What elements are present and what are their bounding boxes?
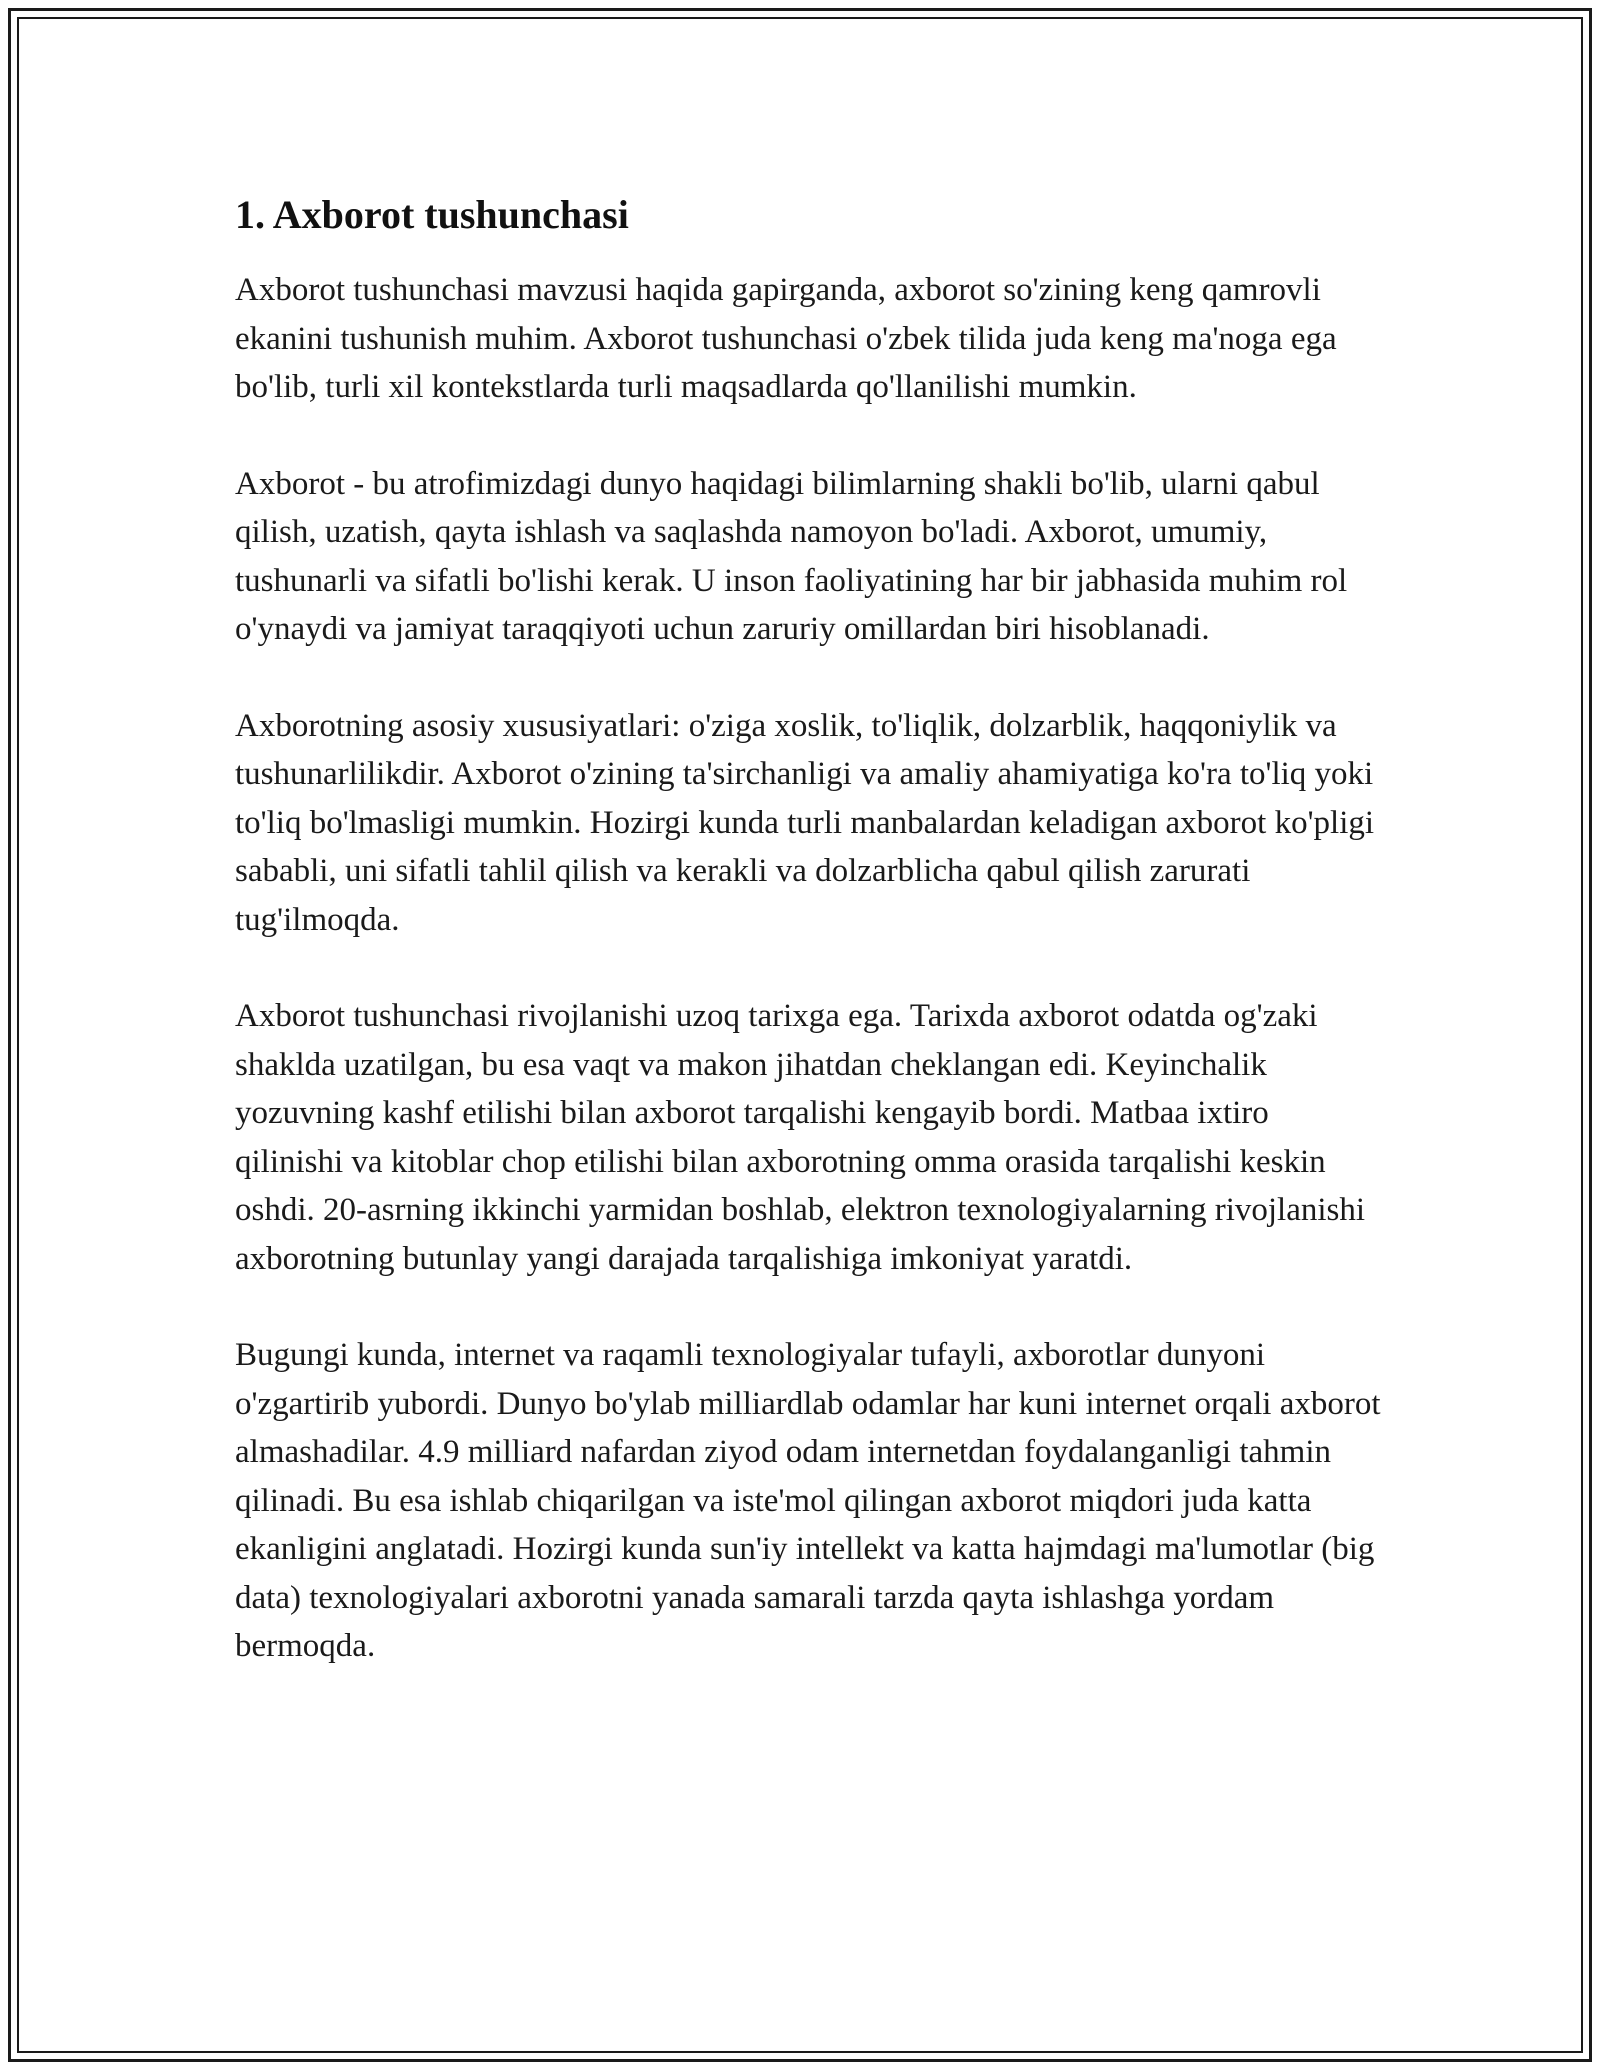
paragraph-4: Axborot tushunchasi rivojlanishi uzoq tarixga ega. Tarixda axborot odatda og'zaki shaklda uzatilgan, bu esa vaqt va makon jihatdan cheklangan edi. Keyinchalik yozuvning kashf etilishi bilan axborot tarqalishi kengayib bordi. Matbaa ixtiro qilinishi va kitoblar chop etilishi bilan axborotning omma orasida tarqalishi keskin oshdi. 20-asrning ikkinchi yarmidan boshlab, elektron texnologiyalarning rivojlanishi axborotning butunlay yangi darajada tarqalishiga imkoniyat yaratdi. (235, 998, 1366, 1277)
paragraph-2: Axborot - bu atrofimizdagi dunyo haqidagi bilimlarning shakli bo'lib, ularni qabul qilish, uzatish, qayta ishlash va saqlashda namoyon bo'ladi. Axborot, umumiy, tushunarli va sifatli bo'lishi kerak. U inson faoliyatining har bir jabhasida muhim rol o'ynaydi va jamiyat taraqqiyoti uchun zaruriy omillardan biri hisoblanadi. (235, 465, 1348, 647)
paragraph-5: Bugungi kunda, internet va raqamli texnologiyalar tufayli, axborotlar dunyoni o'zgartirib yubordi. Dunyo bo'ylab milliardlab odamlar har kuni internet orqali axborot almashadilar. 4.9 milliard nafardan ziyod odam internetdan foydalanganligi tahmin qilinadi. Bu esa ishlab chiqarilgan va iste'mol qilingan axborot miqdori juda katta ekanligini anglatadi. Hozirgi kunda sun'iy intellekt va katta hajmdagi ma'lumotlar (big data) texnologiyalari axborotni yanada samarali tarzda qayta ishlashga yordam bermoqda. (235, 1337, 1381, 1664)
paragraph-3: Axborotning asosiy xususiyatlari: o'ziga xoslik, to'liqlik, dolzarblik, haqqoniylik va tushunarlilikdir. Axborot o'zining ta'sirchanligi va amaliy ahamiyatiga ko'ra to'liq yoki to'liq bo'lmasligi mumkin. Hozirgi kunda turli manbalardan keladigan axborot ko'pligi sababli, uni sifatli tahlil qilish va kerakli va dolzarblicha qabul qilish zarurati tug'ilmoqda. (235, 707, 1375, 938)
paragraph-1: Axborot tushunchasi mavzusi haqida gapirganda, axborot so'zining keng qamrovli ekanini tushunish muhim. Axborot tushunchasi o'zbek tilida juda keng ma'noga ega bo'lib, turli xil kontekstlarda turli maqsadlarda qo'llanilishi mumkin. (235, 272, 1337, 405)
document-body (235, 190, 1385, 1671)
section-heading: 1. Axborot tushunchasi (235, 192, 629, 237)
